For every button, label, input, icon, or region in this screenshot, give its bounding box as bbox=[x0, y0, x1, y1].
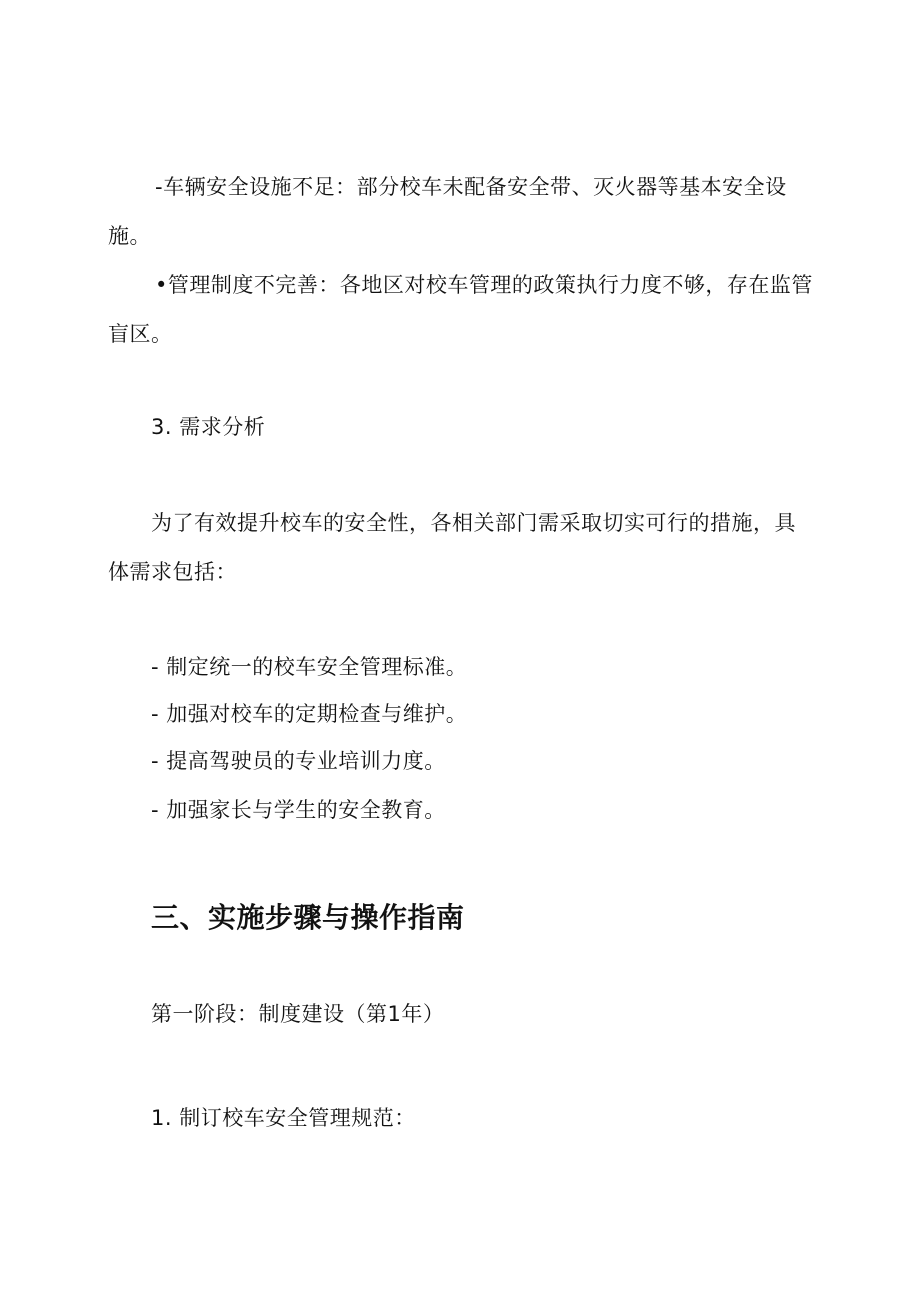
phase-title-system-building: 第一阶段：制度建设（第1年） bbox=[151, 1002, 445, 1026]
paragraph-management-line-2: 盲区。 bbox=[108, 322, 173, 346]
item-title-safety-regulations: 1. 制订校车安全管理规范： bbox=[151, 1106, 416, 1130]
needs-list-item: - 提高驾驶员的专业培训力度。 bbox=[151, 749, 446, 773]
needs-list-item: - 加强对校车的定期检查与维护。 bbox=[151, 702, 468, 726]
needs-list-item: - 制定统一的校车安全管理标准。 bbox=[151, 655, 468, 679]
section-title-needs-analysis: 3. 需求分析 bbox=[151, 415, 266, 439]
paragraph-needs-intro-line-1: 为了有效提升校车的安全性，各相关部门需采取切实可行的措施，具 bbox=[151, 511, 796, 535]
paragraph-management-line-1: •管理制度不完善：各地区对校车管理的政策执行力度不够，存在监管 bbox=[155, 273, 813, 297]
needs-list-item: - 加强家长与学生的安全教育。 bbox=[151, 798, 446, 822]
chapter-heading-implementation-steps: 三、实施步骤与操作指南 bbox=[151, 901, 465, 934]
paragraph-vehicle-safety-line-2: 施。 bbox=[108, 224, 151, 248]
paragraph-vehicle-safety-line-1: -车辆安全设施不足：部分校车未配备安全带、灭火器等基本安全设 bbox=[155, 175, 787, 199]
paragraph-needs-intro-line-2: 体需求包括： bbox=[108, 560, 237, 584]
